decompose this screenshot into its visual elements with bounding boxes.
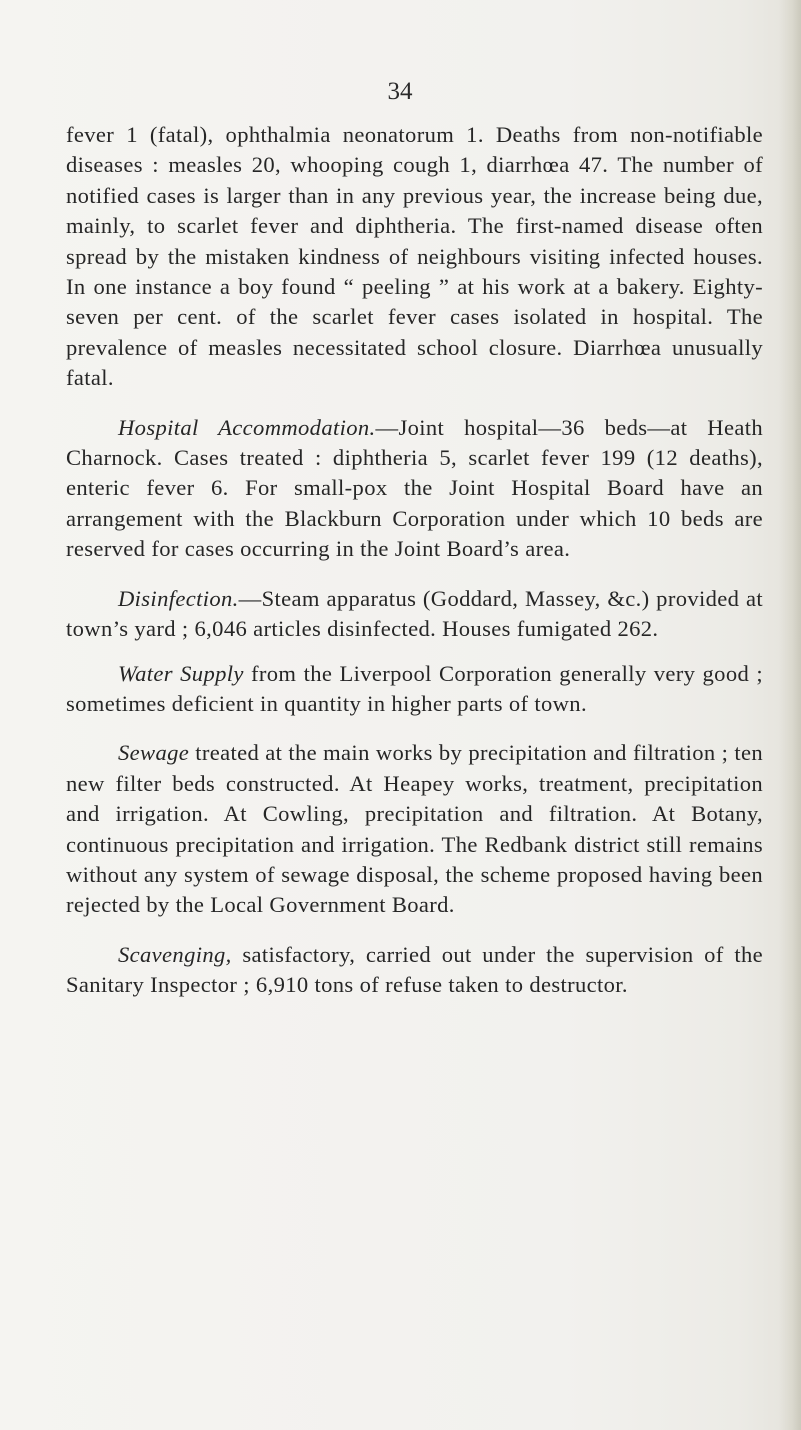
paragraph-scavenging (66, 940, 763, 1001)
paragraph-text: —Steam apparatus (Goddard, Massey, &c.) provided at town’s yard ; 6,046 articles disinfected. Houses fumigated 262. (66, 585, 763, 642)
page-edge-shadow (779, 0, 801, 1430)
paragraph-text: treated at the main works by precipitation and filtration ; ten new filter beds constructed. At Heapey works, treatment, precipitation and irrigation. At Cowling, precipitation and filtration. At Botany, continuous precipitation and irrigation. The Redbank district still remains without any system of sewage disposal, the scheme proposed having been rejected by the Local Government Board. (66, 740, 763, 918)
paragraph-text: —Joint hospital—36 beds—at Heath Charnock. Cases treated : diphtheria 5, scarlet fever 199 (12 deaths), enteric fever 6. For small-pox the Joint Hospital Board have an arrangement with the Blackburn Corporation under which 10 beds are reserved for cases occurring in the Joint Board’s area. (66, 414, 763, 562)
paragraph-hospital-accommodation (66, 413, 763, 565)
section-heading-water-supply: Water Supply (118, 660, 244, 686)
paragraph-notifiable-diseases (66, 120, 763, 394)
body-text (66, 120, 763, 1001)
section-heading-disinfection: Disinfection. (118, 585, 239, 611)
section-heading-sewage: Sewage (118, 740, 190, 766)
section-heading-scavenging: Scavenging, (118, 941, 232, 967)
paragraph-sewage (66, 738, 763, 920)
paragraph-water-supply (66, 659, 763, 720)
paragraph-disinfection (66, 584, 763, 645)
paragraph-text: satisfactory, carried out under the supervision of the Sanitary Inspector ; 6,910 tons of refuse taken to destructor. (66, 941, 763, 998)
paragraph-text: fever 1 (fatal), ophthalmia neonatorum 1. Deaths from non-notifiable diseases : measles 20, whooping cough 1, diarrhœa 47. The number of notified cases is larger than in any previous year, the increase being due, mainly, to scarlet fever and diphtheria. The first-named disease often spread by the mistaken kindness of neighbours visiting infected houses. In one instance a boy found “ peeling ” at his work at a bakery. Eighty-seven per cent. of the scarlet fever cases isolated in hospital. The prevalence of measles necessitated school closure. Diarrhœa unusually fatal. (66, 122, 763, 391)
section-heading-hospital: Hospital Accommodation. (118, 414, 376, 440)
page-number: 34 (387, 78, 413, 105)
paragraph-text: from the Liverpool Corporation generally very good ; sometimes deficient in quantity in higher parts of town. (66, 660, 764, 716)
